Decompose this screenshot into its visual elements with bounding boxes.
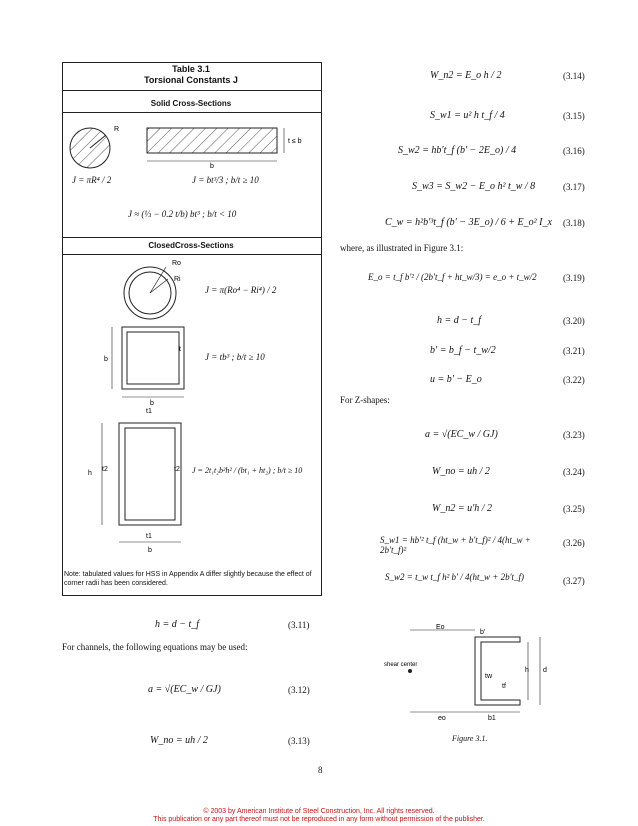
formula-rect-tube: J = 2t₁t₂b²h² / (bt₁ + ht₂) ; b/t ≥ 10 [192,466,303,475]
formula-circle: J = πR⁴ / 2 [72,175,112,185]
formula-rect1: J = bt³/3 ; b/t ≥ 10 [192,175,259,185]
equation-3-14: W_n2 = E_o h / 2 [430,70,502,81]
equation-3-16: S_w2 = hb′t_f (b′ − 2E_o) / 4 [398,145,517,156]
equation-number: (3.20) [563,316,585,326]
equation-3-15: S_w1 = u² h t_f / 4 [430,110,505,121]
equation-3-21: b′ = b_f − t_w/2 [430,345,496,356]
equation-number: (3.14) [563,71,585,81]
equation-number: (3.12) [288,685,310,695]
equation-3-25: W_n2 = u′h / 2 [432,503,493,514]
equation-3-13: W_no = uh / 2 [150,735,208,746]
label-t1-bottom: t1 [146,533,152,540]
label-d: d [543,667,547,674]
closed-header: ClosedCross-Sections [148,241,234,250]
label-t2-left: t2 [102,466,108,473]
label-tw: tw [485,673,492,680]
table-number: Table 3.1 [172,64,210,74]
label-b-rect: b [148,547,152,554]
equation-number: (3.22) [563,375,585,385]
label-h: h [88,470,92,477]
label-b-side: b [104,356,108,363]
label-b-prime: b′ [480,629,486,636]
equation-number: (3.17) [563,182,585,192]
equation-number: (3.15) [563,111,585,121]
label-t2-right: t2 [174,466,180,473]
equation-number: (3.19) [563,273,585,283]
equation-number: (3.21) [563,346,585,356]
solid-header: Solid Cross-Sections [150,99,232,108]
label-b1: b1 [488,715,496,722]
equation-number: (3.23) [563,430,585,440]
equation-3-19: E_o = t_f b′² / (2b′t_f + ht_w/3) = e_o + t_w/2 [368,272,537,282]
equation-3-24: W_no = uh / 2 [432,466,490,477]
equation-number: (3.26) [563,538,585,548]
label-shear-center: shear center [384,662,418,668]
figure-caption: Figure 3.1. [452,734,488,743]
label-R: R [114,126,120,133]
label-Ri: Ri [174,276,181,283]
equation-number: (3.25) [563,504,585,514]
table-note: Note: tabulated values for HSS in Appendix A differ slightly because the effect of corner radii has been considered. [64,571,312,587]
formula-rect2: J ≈ (⅓ − 0.2 t/b) bt³ ; b/t < 10 [128,209,237,219]
body-text-where: where, as illustrated in Figure 3.1: [340,243,464,253]
equation-3-27: S_w2 = t_w t_f h² b′ / 4(ht_w + 2b′t_f) [385,572,525,582]
equation-3-26: S_w1 = hb′² t_f (ht_w + b′t_f)² / 4(ht_w + 2b′t_f)² [380,535,531,555]
equation-3-18: C_w = h²b′³t_f (b′ − 3E_o) / 6 + E_o² I_x [385,217,552,228]
label-t-le-b: t ≤ b [288,138,302,145]
equation-number: (3.18) [563,218,585,228]
equation-3-11: h = d − t_f [155,619,200,630]
equation-3-20: h = d − t_f [437,315,482,326]
label-b: b [210,163,214,170]
equation-number: (3.27) [563,576,585,586]
label-b-bottom: b [150,400,154,407]
permission-line: This publication or any part thereof must not be reproduced in any form without permission of the publisher. [153,816,485,823]
copyright-line: © 2003 by American Institute of Steel Construction, Inc. All rights reserved. [203,808,435,815]
table-title: Torsional Constants J [144,75,238,85]
body-text-zshapes: For Z-shapes: [340,395,390,405]
equation-3-22: u = b′ − E_o [430,374,482,385]
figure-3-1 [380,622,565,722]
equation-3-17: S_w3 = S_w2 − E_o h² t_w / 8 [412,181,536,192]
formula-square-tube: J = tb³ ; b/t ≥ 10 [205,352,265,362]
label-h: h [525,667,529,674]
label-Eo: Eo [436,624,445,631]
equation-3-23: a = √(EC_w / GJ) [425,429,498,440]
equation-number: (3.13) [288,736,310,746]
label-tf: tf [502,683,506,690]
equation-number: (3.16) [563,146,585,156]
equation-number: (3.11) [288,620,310,630]
equation-number: (3.24) [563,467,585,477]
label-t: t [179,346,181,353]
body-text-channels: For channels, the following equations may be used: [62,642,248,652]
label-eo: eo [438,715,446,722]
label-t1-top: t1 [146,408,152,415]
label-Ro: Ro [172,260,181,267]
closed-sections-figure [62,255,322,555]
formula-tube: J = π(Ro⁴ − Ri⁴) / 2 [205,285,277,295]
equation-3-12: a = √(EC_w / GJ) [148,684,221,695]
divider [62,90,322,91]
page-number: 8 [318,765,323,775]
divider [62,237,322,238]
